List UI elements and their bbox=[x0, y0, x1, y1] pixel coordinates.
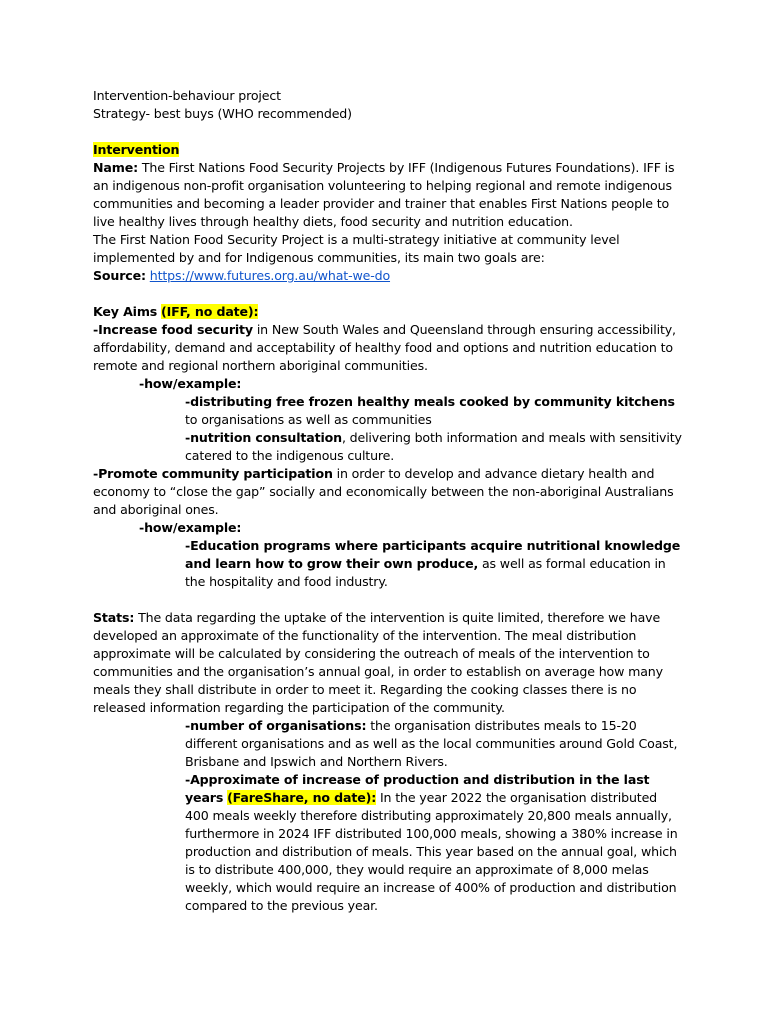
aim2-how-label: -how/example: bbox=[139, 520, 242, 535]
stats-item1-text: the organisation distributes meals to 15-20 different organisations and as well as the local communities around Gold Coast, Brisbane and Ipswich and Northern Rivers. bbox=[185, 718, 678, 769]
document-page bbox=[93, 87, 683, 915]
intervention-description: The First Nation Food Security Project is a multi-strategy initiative at community level implemented by and for Indigenous communities, its main two goals are: bbox=[93, 232, 620, 265]
document-subtitle: Strategy- best buys (WHO recommended) bbox=[93, 106, 352, 121]
stats-item-organisations bbox=[93, 717, 683, 771]
aim1-example-2-bold: -nutrition consultation bbox=[185, 430, 342, 445]
intervention-name-paragraph bbox=[93, 159, 683, 231]
stats-item1-bold: -number of organisations: bbox=[185, 718, 367, 733]
aim-increase-food-security bbox=[93, 321, 683, 375]
source-line bbox=[93, 267, 683, 285]
aim1-example-2 bbox=[93, 429, 683, 465]
aim2-example-1-bold: -Education programs where participants acquire nutritional knowledge and learn how to grow their own produce, bbox=[185, 538, 681, 571]
stats-item2-bold: -Approximate of increase of production and distribution in the last years bbox=[185, 772, 650, 805]
source-label: Source: bbox=[93, 268, 146, 283]
aim2-bold: -Promote community participation bbox=[93, 466, 333, 481]
name-text: The First Nations Food Security Projects by IFF (Indigenous Futures Foundations). IFF is an indigenous non-profit organisation volunteering to helping regional and remote indigenous communities and becoming a leader provider and trainer that enables First Nations people to live healthy lives through healthy diets, food security and nutrition education. bbox=[93, 160, 675, 229]
intervention-heading-line bbox=[93, 141, 683, 159]
name-label: Name: bbox=[93, 160, 138, 175]
aim1-example-1-text: to organisations as well as communities bbox=[185, 412, 432, 427]
aim2-text: in order to develop and advance dietary health and economy to “close the gap” socially and economically between the non-aboriginal Australians and aboriginal ones. bbox=[93, 466, 674, 517]
aim1-example-2-text: , delivering both information and meals with sensitivity catered to the indigenous culture. bbox=[185, 430, 682, 463]
intervention-heading: Intervention bbox=[93, 142, 180, 157]
key-aims-citation: (IFF, no date): bbox=[161, 304, 259, 319]
stats-paragraph bbox=[93, 609, 683, 717]
aim1-example-1-bold: -distributing free frozen healthy meals cooked by community kitchens bbox=[185, 394, 675, 409]
spacer bbox=[93, 123, 683, 141]
stats-label: Stats: bbox=[93, 610, 135, 625]
aim2-example-1 bbox=[93, 537, 683, 591]
key-aims-heading-line bbox=[93, 303, 683, 321]
source-link[interactable]: https://www.futures.org.au/what-we-do bbox=[149, 268, 391, 283]
document-title: Intervention-behaviour project bbox=[93, 88, 281, 103]
stats-item2-citation: (FareShare, no date): bbox=[227, 790, 377, 805]
aim1-text: in New South Wales and Queensland through ensuring accessibility, affordability, demand and acceptability of healthy food and options and nutrition education to remote and regional northern aboriginal communities. bbox=[93, 322, 676, 373]
aim1-example-1 bbox=[93, 393, 683, 429]
aim1-bold: -Increase food security bbox=[93, 322, 253, 337]
aim2-example-1-text: as well as formal education in the hospitality and food industry. bbox=[185, 556, 666, 589]
stats-text: The data regarding the uptake of the intervention is quite limited, therefore we have developed an approximate of the functionality of the intervention. The meal distribution approximate will be calculated by considering the outreach of meals of the intervention to communities and the organisation’s annual goal, in order to establish on average how many meals they shall distribute in order to meet it. Regarding the cooking classes there is no released information regarding the participation of the community. bbox=[93, 610, 663, 715]
key-aims-heading: Key Aims bbox=[93, 304, 158, 319]
spacer bbox=[93, 591, 683, 609]
aim-promote-community-participation bbox=[93, 465, 683, 519]
spacer bbox=[93, 285, 683, 303]
aim1-how-label: -how/example: bbox=[139, 376, 242, 391]
stats-item-production bbox=[93, 771, 683, 915]
stats-item2-text: In the year 2022 the organisation distributed 400 meals weekly therefore distributing approximately 20,800 meals annually, furthermore in 2024 IFF distributed 100,000 meals, showing a 380% increase in production and distribution of meals. This year based on the annual goal, which is to distribute 400,000, they would require an approximate of 8,000 melas weekly, which would require an increase of 400% of production and distribution compared to the previous year. bbox=[185, 790, 678, 913]
